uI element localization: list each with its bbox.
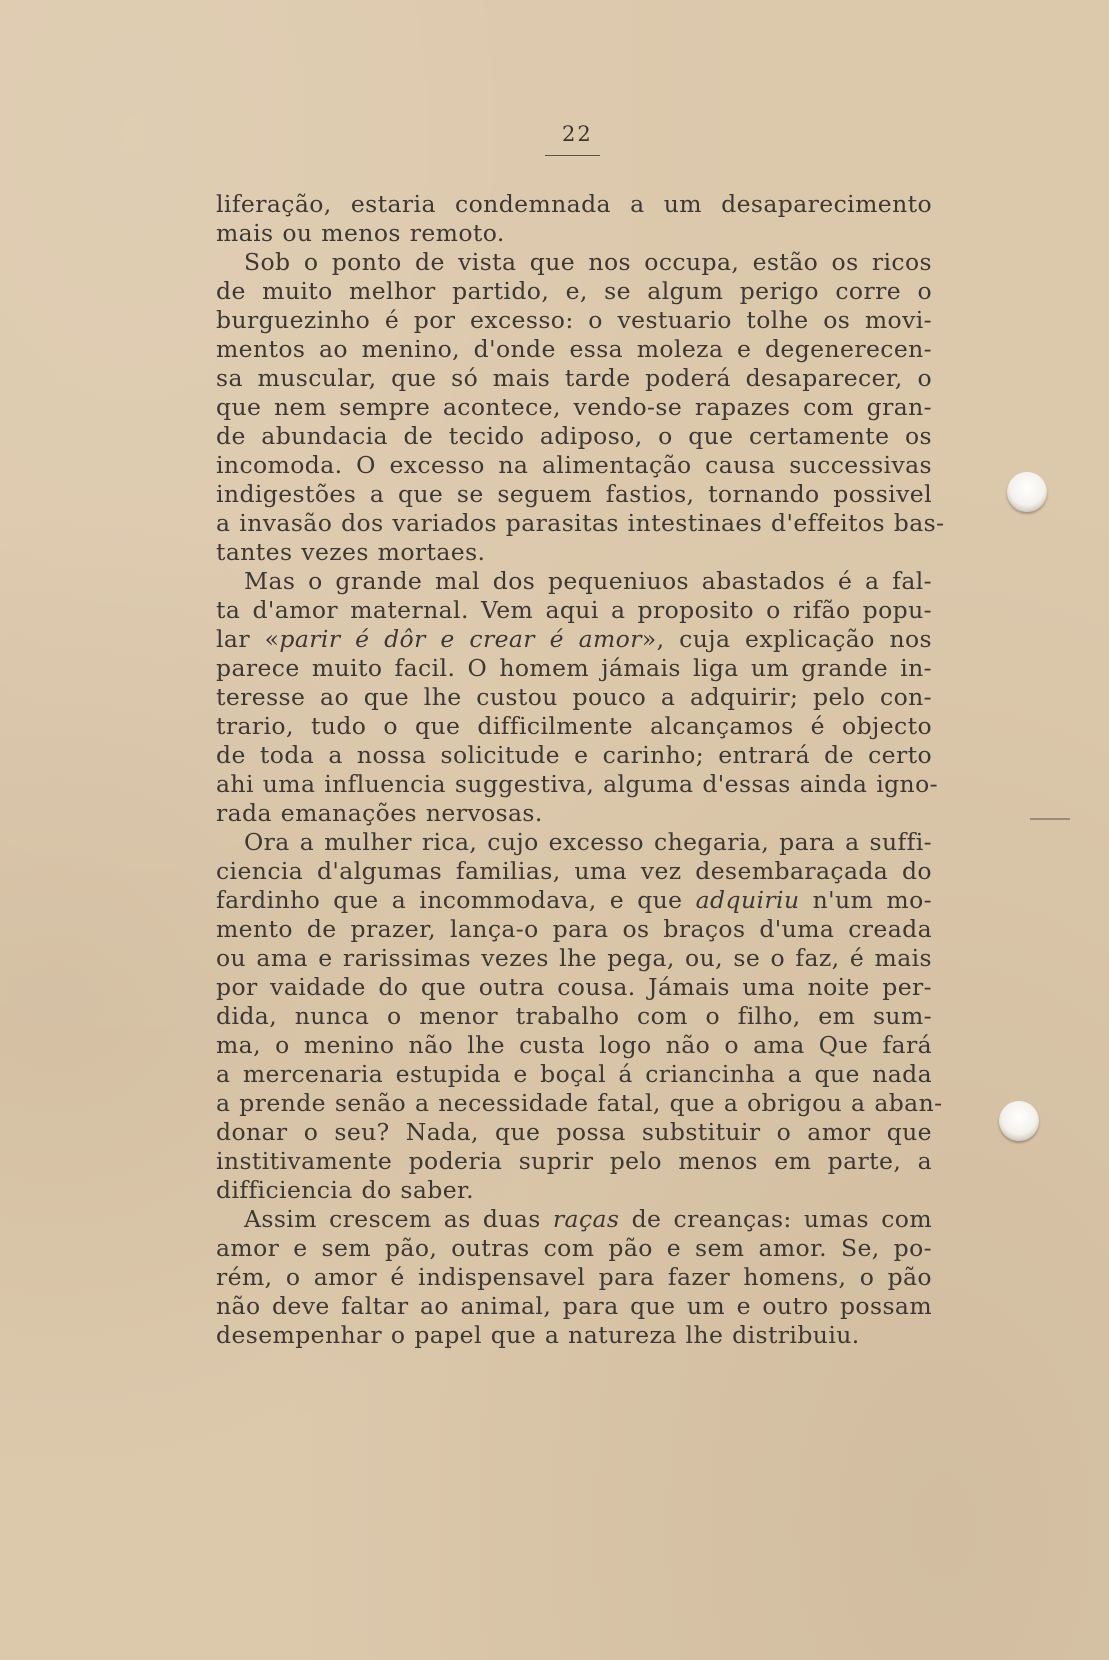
margin-mark	[1030, 818, 1070, 820]
text-line: mento de prazer, lança-o para os braços d'uma creada	[216, 915, 932, 943]
text-line: burguezinho é por excesso: o vestuario tolhe os movi-	[216, 306, 932, 334]
text-fragment: », cuja explicação nos	[641, 625, 932, 653]
binding-hole-top	[1007, 472, 1047, 512]
text-line: mais ou menos remoto.	[216, 219, 505, 247]
text-line: a invasão dos variados parasitas intestinaes d'effeitos bas-	[216, 509, 945, 537]
text-line: Sob o ponto de vista que nos occupa, estão os ricos	[244, 248, 932, 276]
text-line	[216, 886, 932, 915]
text-line: a prende senão a necessidade fatal, que a obrigou a aban-	[216, 1089, 943, 1117]
italic-phrase: parir é dôr e crear é amor	[279, 625, 642, 653]
text-line: teresse ao que lhe custou pouco a adquirir; pelo con-	[216, 683, 932, 711]
text-line: que nem sempre acontece, vendo-se rapazes com gran-	[216, 393, 932, 421]
text-line	[216, 625, 932, 654]
text-line: não deve faltar ao animal, para que um e outro possam	[216, 1292, 932, 1320]
text-line: ahi uma influencia suggestiva, alguma d'essas ainda igno-	[216, 770, 938, 798]
text-line: desempenhar o papel que a natureza lhe distribuiu.	[216, 1321, 860, 1349]
text-line: rada emanações nervosas.	[216, 799, 543, 827]
binding-hole-bottom	[999, 1101, 1039, 1141]
text-line: institivamente poderia suprir pelo menos em parte, a	[216, 1147, 932, 1175]
text-line: ta d'amor maternal. Vem aqui a proposito o rifão popu-	[216, 596, 932, 624]
text-line: de muito melhor partido, e, se algum perigo corre o	[216, 277, 932, 305]
text-fragment: n'um mo-	[799, 886, 932, 914]
italic-phrase: raças	[552, 1205, 620, 1233]
text-line: incomoda. O excesso na alimentação causa successivas	[216, 451, 932, 479]
text-line: Ora a mulher rica, cujo excesso chegaria, para a suffi-	[244, 828, 932, 856]
text-fragment: lar «	[216, 625, 280, 653]
text-line: ciencia d'algumas familias, uma vez desembaraçada do	[216, 857, 932, 885]
text-line: trario, tudo o que difficilmente alcançamos é objecto	[216, 712, 932, 740]
text-line: parece muito facil. O homem jámais liga um grande in-	[216, 654, 932, 682]
text-line: indigestões a que se seguem fastios, tornando possivel	[216, 480, 932, 508]
text-line: por vaidade do que outra cousa. Jámais uma noite per-	[216, 973, 932, 1001]
text-line: a mercenaria estupida e boçal á criancinha a que nada	[216, 1060, 932, 1088]
text-line: de abundacia de tecido adiposo, o que certamente os	[216, 422, 932, 450]
text-line: ou ama e rarissimas vezes lhe pega, ou, se o faz, é mais	[216, 944, 932, 972]
text-line: difficiencia do saber.	[216, 1176, 474, 1204]
text-line: donar o seu? Nada, que possa substituir o amor que	[216, 1118, 932, 1146]
italic-phrase: adquiriu	[695, 886, 800, 914]
text-fragment: Assim crescem as duas	[244, 1205, 553, 1233]
text-line: mentos ao menino, d'onde essa moleza e degenerecen-	[216, 335, 932, 363]
text-line	[216, 1205, 932, 1234]
body-text	[216, 190, 945, 1350]
text-fragment: de creanças: umas com	[619, 1205, 932, 1233]
text-line: sa muscular, que só mais tarde poderá desaparecer, o	[216, 364, 932, 392]
text-fragment: fardinho que a incommodava, e que	[216, 886, 696, 914]
text-line: tantes vezes mortaes.	[216, 538, 486, 566]
page-number: 22	[562, 122, 593, 146]
page-number-rule	[545, 155, 600, 156]
text-line: Mas o grande mal dos pequeniuos abastados é a fal-	[244, 567, 932, 595]
text-line: ma, o menino não lhe custa logo não o ama Que fará	[216, 1031, 932, 1059]
text-line: rém, o amor é indispensavel para fazer homens, o pão	[216, 1263, 932, 1291]
text-line: de toda a nossa solicitude e carinho; entrará de certo	[216, 741, 932, 769]
text-line: liferação, estaria condemnada a um desaparecimento	[216, 190, 932, 218]
text-line: dida, nunca o menor trabalho com o filho, em sum-	[216, 1002, 932, 1030]
text-line: amor e sem pão, outras com pão e sem amor. Se, po-	[216, 1234, 932, 1262]
